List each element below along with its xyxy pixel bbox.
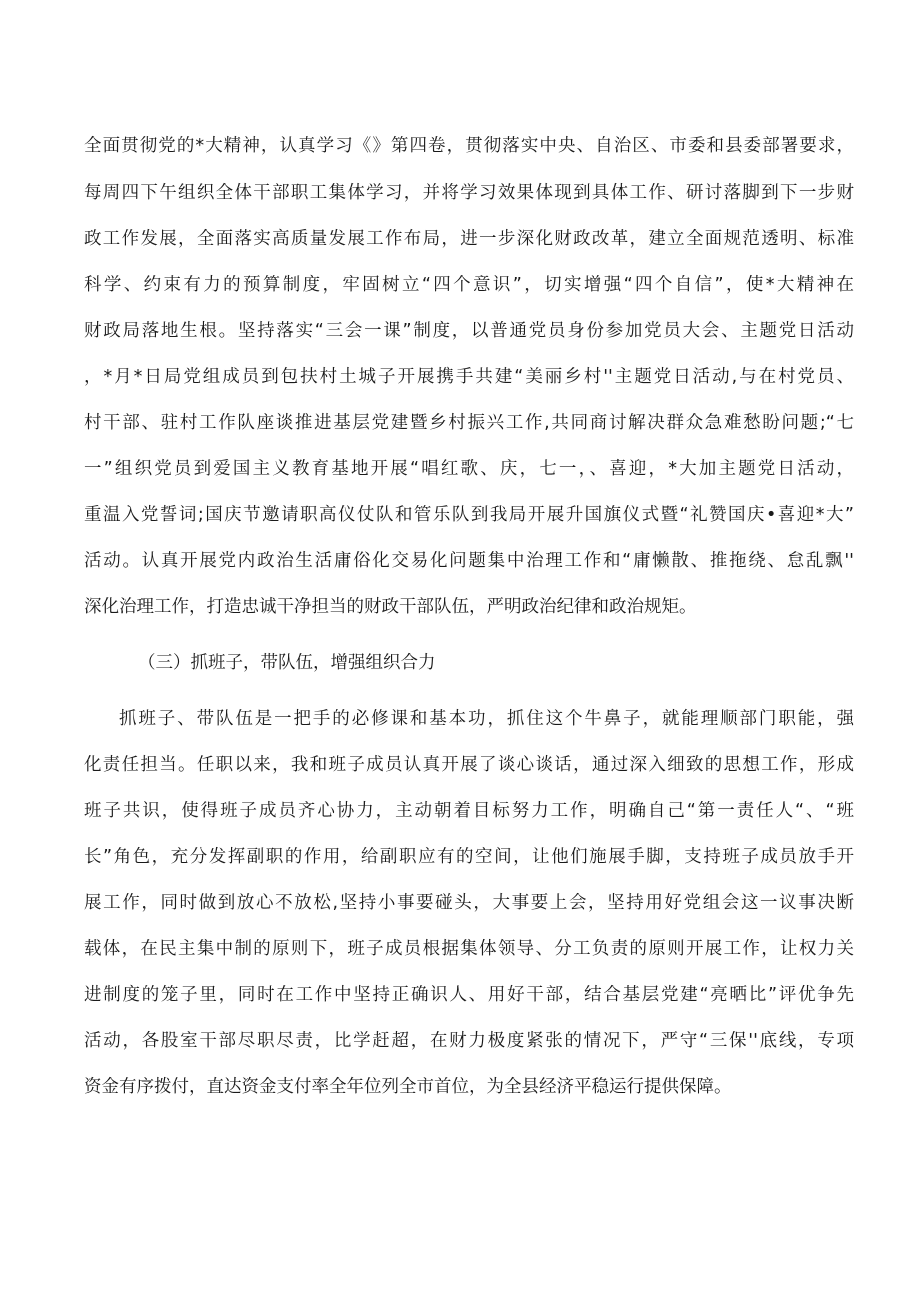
text-line: 进制度的笼子里，同时在工作中坚持正确识人、用好干部，结合基层党建“亮晒比”评优争先 — [84, 985, 854, 1005]
text-line: 全面贯彻党的*大精神，认真学习《》第四卷，贯彻落实中央、自治区、市委和县委部署要求， — [84, 136, 854, 156]
text-line: 深化治理工作，打造忠诚干净担当的财政干部队伍，严明政治纪律和政治规矩。 — [84, 597, 697, 617]
text-line: 长”角色，充分发挥副职的作用，给副职应有的空间，让他们施展手脚，支持班子成员放手开 — [84, 847, 854, 867]
text-line: 抓班子、带队伍是一把手的必修课和基本功，抓住这个牛鼻子，就能理顺部门职能，强 — [119, 709, 854, 729]
text-line: 活动。认真开展党内政治生活庸俗化交易化问题集中治理工作和“庸懒散、推拖绕、怠乱飘'' — [84, 551, 854, 571]
text-line: ，*月*日局党组成员到包扶村土城子开展携手共建“美丽乡村''主题党日活动,与在村党员、 — [84, 367, 854, 387]
section-heading: （三）抓班子，带队伍，增强组织合力 — [138, 653, 436, 673]
text-line: 科学、约束有力的预算制度，牢固树立“四个意识”，切实增强“四个自信”，使*大精神在 — [84, 275, 854, 295]
text-line: 班子共识，使得班子成员齐心协力，主动朝着目标努力工作，明确自己“第一责任人“、“班 — [84, 801, 854, 821]
text-line: 展工作，同时做到放心不放松,坚持小事要碰头，大事要上会，坚持用好党组会这一议事决断 — [84, 893, 854, 913]
text-line: 活动，各股室干部尽职尽责，比学赶超，在财力极度紧张的情况下，严守“三保''底线，专项 — [84, 1031, 854, 1051]
text-line: 一”组织党员到爱国主义教育基地开展“唱红歌、庆，七一，、喜迎，*大加主题党日活动， — [84, 459, 854, 479]
text-line: 化责任担当。任职以来，我和班子成员认真开展了谈心谈话，通过深入细致的思想工作，形成 — [84, 755, 854, 775]
text-line: 村干部、驻村工作队座谈推进基层党建暨乡村振兴工作,共同商讨解决群众急难愁盼问题;“七 — [84, 413, 854, 433]
text-line: 政工作发展，全面落实高质量发展工作布局，进一步深化财政改革，建立全面规范透明、标准 — [84, 229, 854, 249]
text-line: 财政局落地生根。坚持落实“三会一课”制度，以普通党员身份参加党员大会、主题党日活动 — [84, 321, 854, 341]
text-line: 每周四下午组织全体干部职工集体学习，并将学习效果体现到具体工作、研讨落脚到下一步财 — [84, 183, 854, 203]
text-line: 重温入党誓词;国庆节邀请职高仪仗队和管乐队到我局开展升国旗仪式暨“礼赞国庆•喜迎*大” — [84, 505, 854, 525]
text-line: 载体，在民主集中制的原则下，班子成员根据集体领导、分工负责的原则开展工作，让权力关 — [84, 939, 854, 959]
text-line: 资金有序拨付，直达资金支付率全年位列全市首位，为全县经济平稳运行提供保障。 — [84, 1077, 732, 1097]
